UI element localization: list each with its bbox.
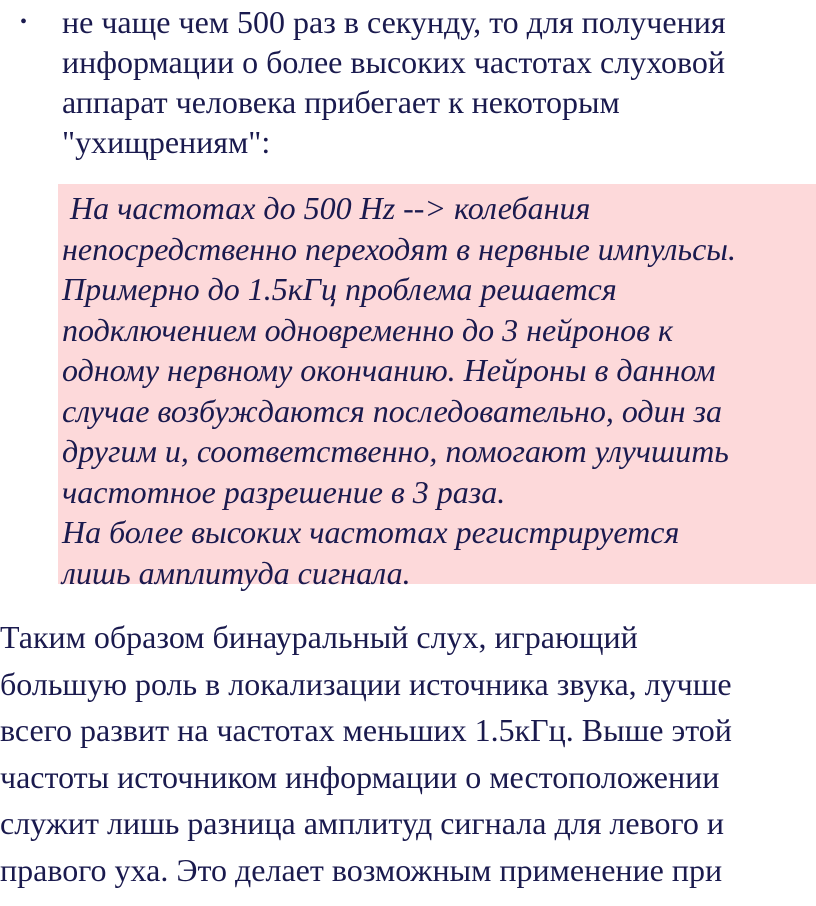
body-paragraph <box>0 614 732 893</box>
quote-line: Примерно до 1.5кГц проблема решается <box>62 271 617 307</box>
bullet-row <box>20 2 810 162</box>
bullet-item <box>20 2 810 162</box>
quote-line: лишь амплитуда сигнала. <box>62 554 411 591</box>
bullet-line: "ухищрениям": <box>62 124 271 160</box>
quote-line: случае возбуждаются последовательно, один за <box>62 392 722 429</box>
quote-text <box>62 188 736 593</box>
quote-line: На более высоких частотах регистрируется <box>62 514 680 550</box>
paragraph-line: большую роль в локализации источника звука, лучше <box>0 665 732 702</box>
quote-line: На частотах до 500 Hz --> колебания <box>62 190 591 226</box>
highlighted-quote-box <box>58 184 816 591</box>
bullet-line: аппарат человека прибегает к некоторым <box>62 84 620 120</box>
quote-line: другим и, соответственно, помогают улучшить <box>62 433 729 469</box>
quote-line: одному нервному окончанию. Нейроны в данном <box>62 352 716 388</box>
paragraph-line: всего развит на частотах меньших 1.5кГц. Выше этой <box>0 712 732 748</box>
bullet-line: не чаще чем 500 раз в секунду, то для получения <box>62 4 726 40</box>
paragraph-line: Таким образом бинауральный слух, играющий <box>0 619 638 655</box>
quote-line: непосредственно переходят в нервные импульсы. <box>62 230 736 267</box>
paragraph-line: служит лишь разница амплитуд сигнала для левого и <box>0 805 724 841</box>
paragraph-line: правого уха. Это делает возможным применение при <box>0 851 723 888</box>
bullet-text <box>62 2 726 162</box>
bullet-marker: • <box>20 11 28 33</box>
paragraph-line: частоты источником информации о местоположении <box>0 758 720 795</box>
quote-line: подключением одновременно до 3 нейронов к <box>62 311 673 348</box>
bullet-line: информации о более высоких частотах слуховой <box>62 44 726 80</box>
quote-line: частотное разрешение в 3 раза. <box>62 473 506 510</box>
